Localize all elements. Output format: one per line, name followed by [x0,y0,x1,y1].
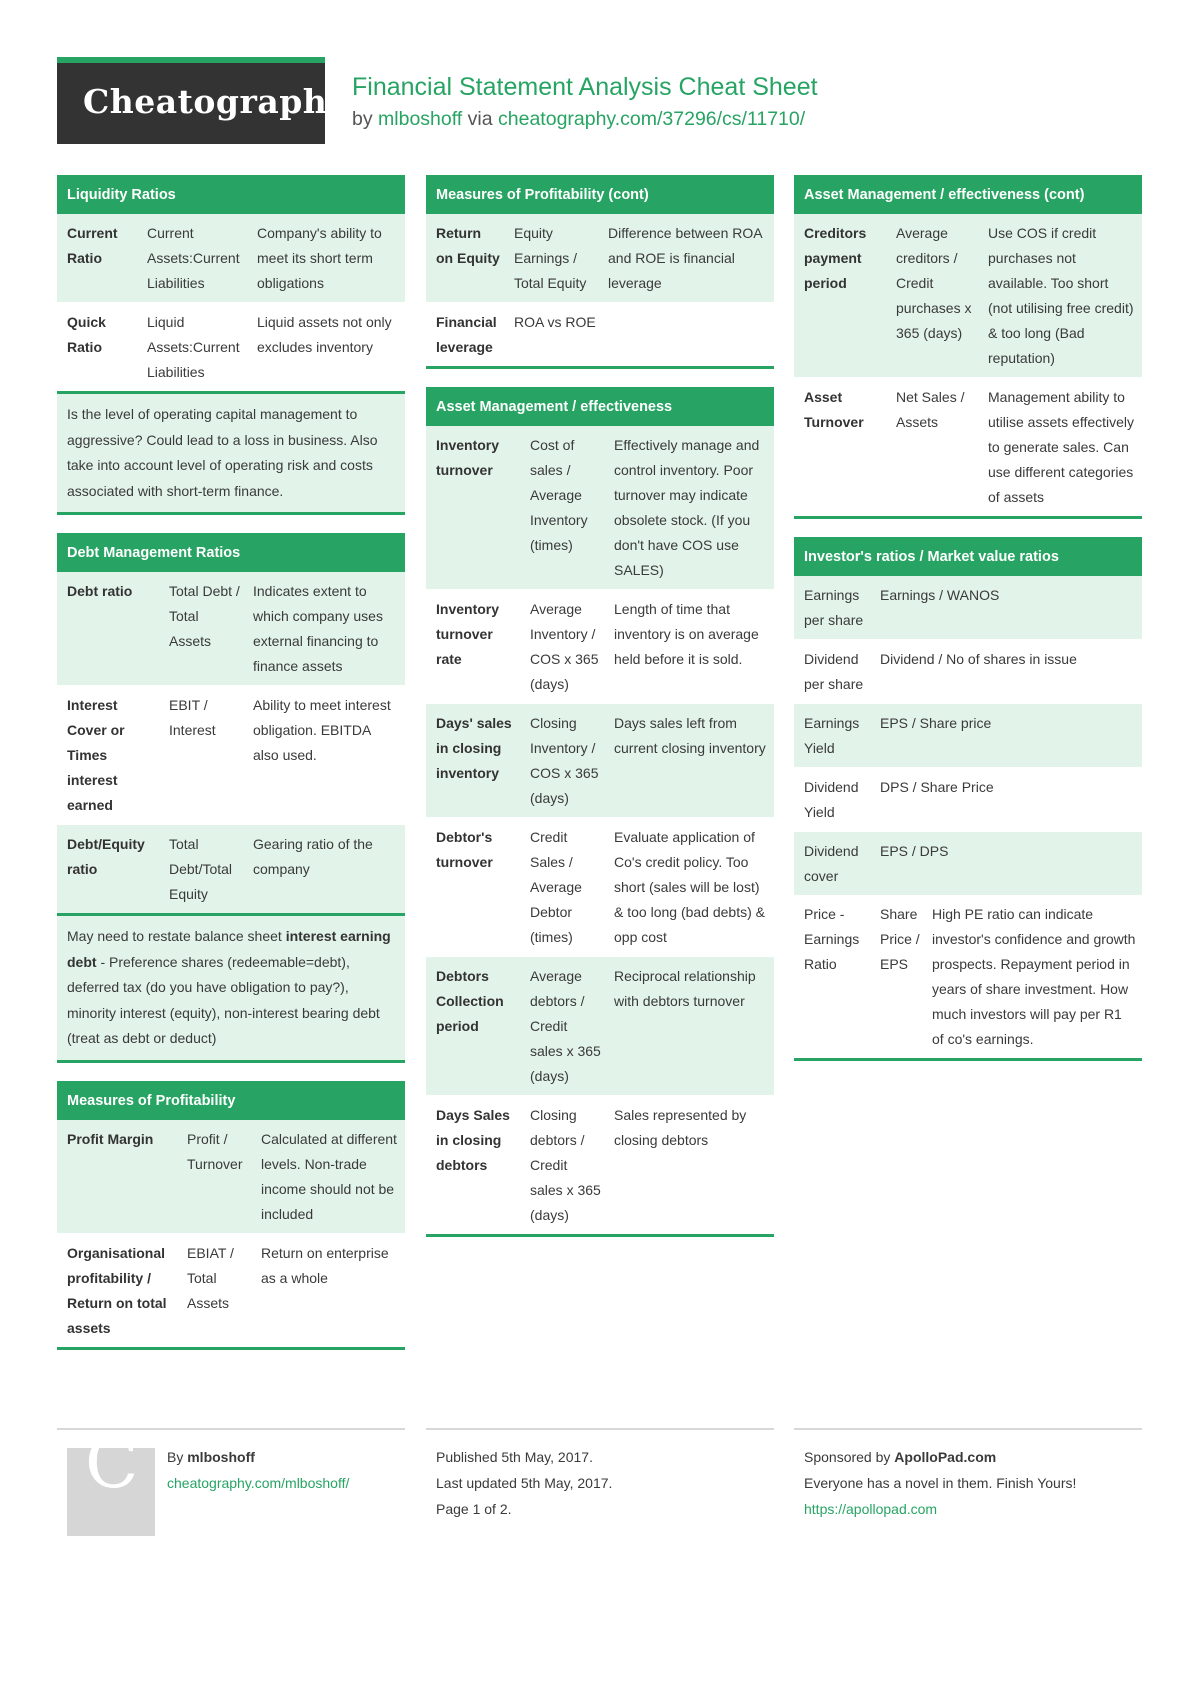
table-row [57,303,405,392]
row-formula: EPS / Share price [874,704,1142,768]
row-description: High PE ratio can indicate investor's confidence and growth prospects. Repayment period in years of share investment. How much investors will pay per R1 of co's earnings. [932,906,1136,1047]
footer-sponsor [794,1428,1142,1522]
footer-publish-info [426,1428,774,1522]
column-2 [426,175,774,1255]
row-formula: EBIT / Interest [163,686,247,825]
section-title: Asset Management / effectiveness (cont) [794,175,1142,214]
table-row [426,1096,774,1235]
table-row [426,426,774,590]
row-formula: Earnings / WANOS [874,576,1142,640]
table-row [794,832,1142,896]
row-formula: Closing Inventory / COS x 365 (days) [524,704,608,818]
row-description: Management ability to utilise assets effectively to generate sales. Can use different categories of assets [982,378,1142,517]
byline [352,108,805,131]
row-description: Indicates extent to which company uses external financing to finance assets [247,572,405,686]
footer-sponsored-by: Sponsored by [804,1449,891,1465]
section-asset-management [426,387,774,1237]
footer-author [57,1422,405,1504]
liquidity-table [57,214,405,391]
row-term: Debt ratio [57,572,163,686]
table-row [426,590,774,704]
note-emphasis: interest earning debt [67,928,391,970]
table-row [426,704,774,818]
row-term: Dividend Yield [794,768,874,832]
table-row [426,818,774,957]
row-formula: Total Debt/Total Equity [163,825,247,914]
row-description: Gearing ratio of the company [247,825,405,914]
row-term: Dividend per share [794,640,874,704]
table-row [426,214,774,303]
row-formula: Credit Sales / Average Debtor (times) [524,818,608,957]
row-formula: Average debtors / Credit sales x 365 (days) [524,957,608,1096]
row-term: Debtor's turnover [426,818,524,957]
row-term: Financial leverage [426,303,508,367]
note-text: May need to restate balance sheet [67,928,286,944]
row-formula: Net Sales / Assets [890,378,982,517]
table-row [794,640,1142,704]
table-row [57,214,405,303]
section-title: Debt Management Ratios [57,533,405,572]
table-row [794,895,1142,1058]
row-description: Company's ability to meet its short term obligations [251,214,405,303]
row-description: Use COS if credit purchases not available. Too short (not utilising free credit) & too long (Bad reputation) [982,214,1142,378]
section-measures-of-profitability [57,1081,405,1350]
footer-published: Published 5th May, 2017. [436,1449,593,1465]
section-measures-of-profitability-cont [426,175,774,369]
row-term: Inventory turnover [426,426,524,590]
cheatography-logo[interactable] [57,57,347,144]
section-debt-management-ratios [57,533,405,1063]
row-term: Debt/Equity ratio [57,825,163,914]
row-formula: Average Inventory / COS x 365 (days) [524,590,608,704]
section-investor-ratios [794,537,1142,1061]
table-row [794,214,1142,378]
row-term: Asset Turnover [794,378,890,517]
row-term: Days' sales in closing inventory [426,704,524,818]
table-row [794,768,1142,832]
table-row [426,303,774,367]
footer-sponsor-name[interactable]: ApolloPad.com [894,1449,997,1465]
table-row [57,825,405,914]
footer-updated: Last updated 5th May, 2017. [436,1475,613,1491]
table-row [57,572,405,686]
row-description: Evaluate application of Co's credit policy. Too short (sales will be lost) & too long (bad debts) & opp cost [608,818,774,957]
asset-management-cont-table [794,214,1142,516]
row-term: Interest Cover or Times interest earned [57,686,163,825]
profitability-cont-table [426,214,774,366]
row-term: Days Sales in closing debtors [426,1096,524,1235]
section-title: Asset Management / effectiveness [426,387,774,426]
row-description: Calculated at different levels. Non-trade income should not be included [255,1120,405,1234]
author-link[interactable]: mlboshoff [378,108,463,130]
section-note: Is the level of operating capital management to aggressive? Could lead to a loss in business. Also take into account level of operating risk and costs associated with short-term finance. [57,391,405,512]
row-formula: Equity Earnings / Total Equity [508,214,602,303]
row-formula: ROA vs ROE [508,303,774,367]
section-title: Investor's ratios / Market value ratios [794,537,1142,576]
row-term: Inventory turnover rate [426,590,524,704]
row-term: Earnings per share [794,576,874,640]
byline-by: by [352,108,373,130]
table-row [57,1120,405,1234]
row-description: Effectively manage and control inventory. Poor turnover may indicate obsolete stock. (If you don't have COS use SALES) [608,426,774,590]
footer-sponsor-url[interactable]: https://apollopad.com [804,1501,938,1517]
row-term: Creditors payment period [794,214,890,378]
row-term: Earnings Yield [794,704,874,768]
row-term: Organisational profitability / Return on total assets [57,1233,181,1347]
row-formula: Share Price / EPS [880,906,920,972]
footer-author-line [167,1444,405,1470]
row-formula: EPS / DPS [874,832,1142,896]
row-description: Return on enterprise as a whole [255,1233,405,1347]
table-row [794,576,1142,640]
section-asset-management-cont [794,175,1142,519]
sheet-url-link[interactable]: cheatography.com/37296/cs/11710/ [498,108,806,130]
row-formula: Liquid Assets:Current Liabilities [141,303,251,392]
table-row [57,1233,405,1347]
row-formula: Cost of sales / Average Inventory (times) [524,426,608,590]
row-term: Debtors Collection period [426,957,524,1096]
row-description: Days sales left from current closing inventory [608,704,774,818]
avatar-letter: C [85,1422,139,1504]
asset-management-table [426,426,774,1234]
note-text: - Preference shares (redeemable=debt), deferred tax (do you have obligation to pay?), minority interest (equity), non-interest bearing debt (treat as debt or deduct) [67,953,380,1046]
row-formula: Current Assets:Current Liabilities [141,214,251,303]
row-description: Difference between ROA and ROE is financial leverage [602,214,774,303]
footer-author-url[interactable]: cheatography.com/mlboshoff/ [167,1475,350,1491]
row-term: Return on Equity [426,214,508,303]
table-row [794,704,1142,768]
table-row [426,957,774,1096]
profitability-table [57,1120,405,1347]
row-formula: Total Debt / Total Assets [163,572,247,686]
section-title: Measures of Profitability (cont) [426,175,774,214]
page-title: Financial Statement Analysis Cheat Sheet [352,73,818,101]
row-formula: Profit / Turnover [181,1120,255,1234]
section-title: Measures of Profitability [57,1081,405,1120]
row-term: Quick Ratio [57,303,141,392]
investor-pe-table [794,895,1142,1058]
table-row [794,378,1142,517]
avatar[interactable] [67,1422,155,1536]
row-description: Sales represented by closing debtors [608,1096,774,1235]
footer-sponsor-line [804,1444,1142,1470]
section-liquidity-ratios [57,175,405,515]
row-term: Profit Margin [57,1120,181,1234]
footer-page: Page 1 of 2. [436,1501,512,1517]
row-description: Ability to meet interest obligation. EBITDA also used. [247,686,405,825]
investor-table [794,576,1142,895]
row-formula: Average creditors / Credit purchases x 365 (days) [890,214,982,378]
logo-text: Cheatography [83,82,347,121]
footer-tagline: Everyone has a novel in them. Finish Yours! [804,1475,1077,1491]
column-1 [57,175,405,1368]
row-term: Dividend cover [794,832,874,896]
row-description: Length of time that inventory is on average held before it is sold. [608,590,774,704]
table-row [57,686,405,825]
byline-via: via [467,108,493,130]
row-formula: Dividend / No of shares in issue [874,640,1142,704]
footer-by: By [167,1449,184,1465]
section-note [57,913,405,1060]
row-description: Liquid assets not only excludes inventory [251,303,405,392]
row-formula: EBIAT / Total Assets [181,1233,255,1347]
column-3 [794,175,1142,1079]
row-formula: Closing debtors / Credit sales x 365 (days) [524,1096,608,1235]
row-term: Current Ratio [57,214,141,303]
row-description: Reciprocal relationship with debtors turnover [608,957,774,1096]
footer-author-name[interactable]: mlboshoff [187,1449,255,1465]
section-title: Liquidity Ratios [57,175,405,214]
row-formula: DPS / Share Price [874,768,1142,832]
debt-table [57,572,405,913]
row-term: Price - Earnings Ratio [804,906,860,972]
